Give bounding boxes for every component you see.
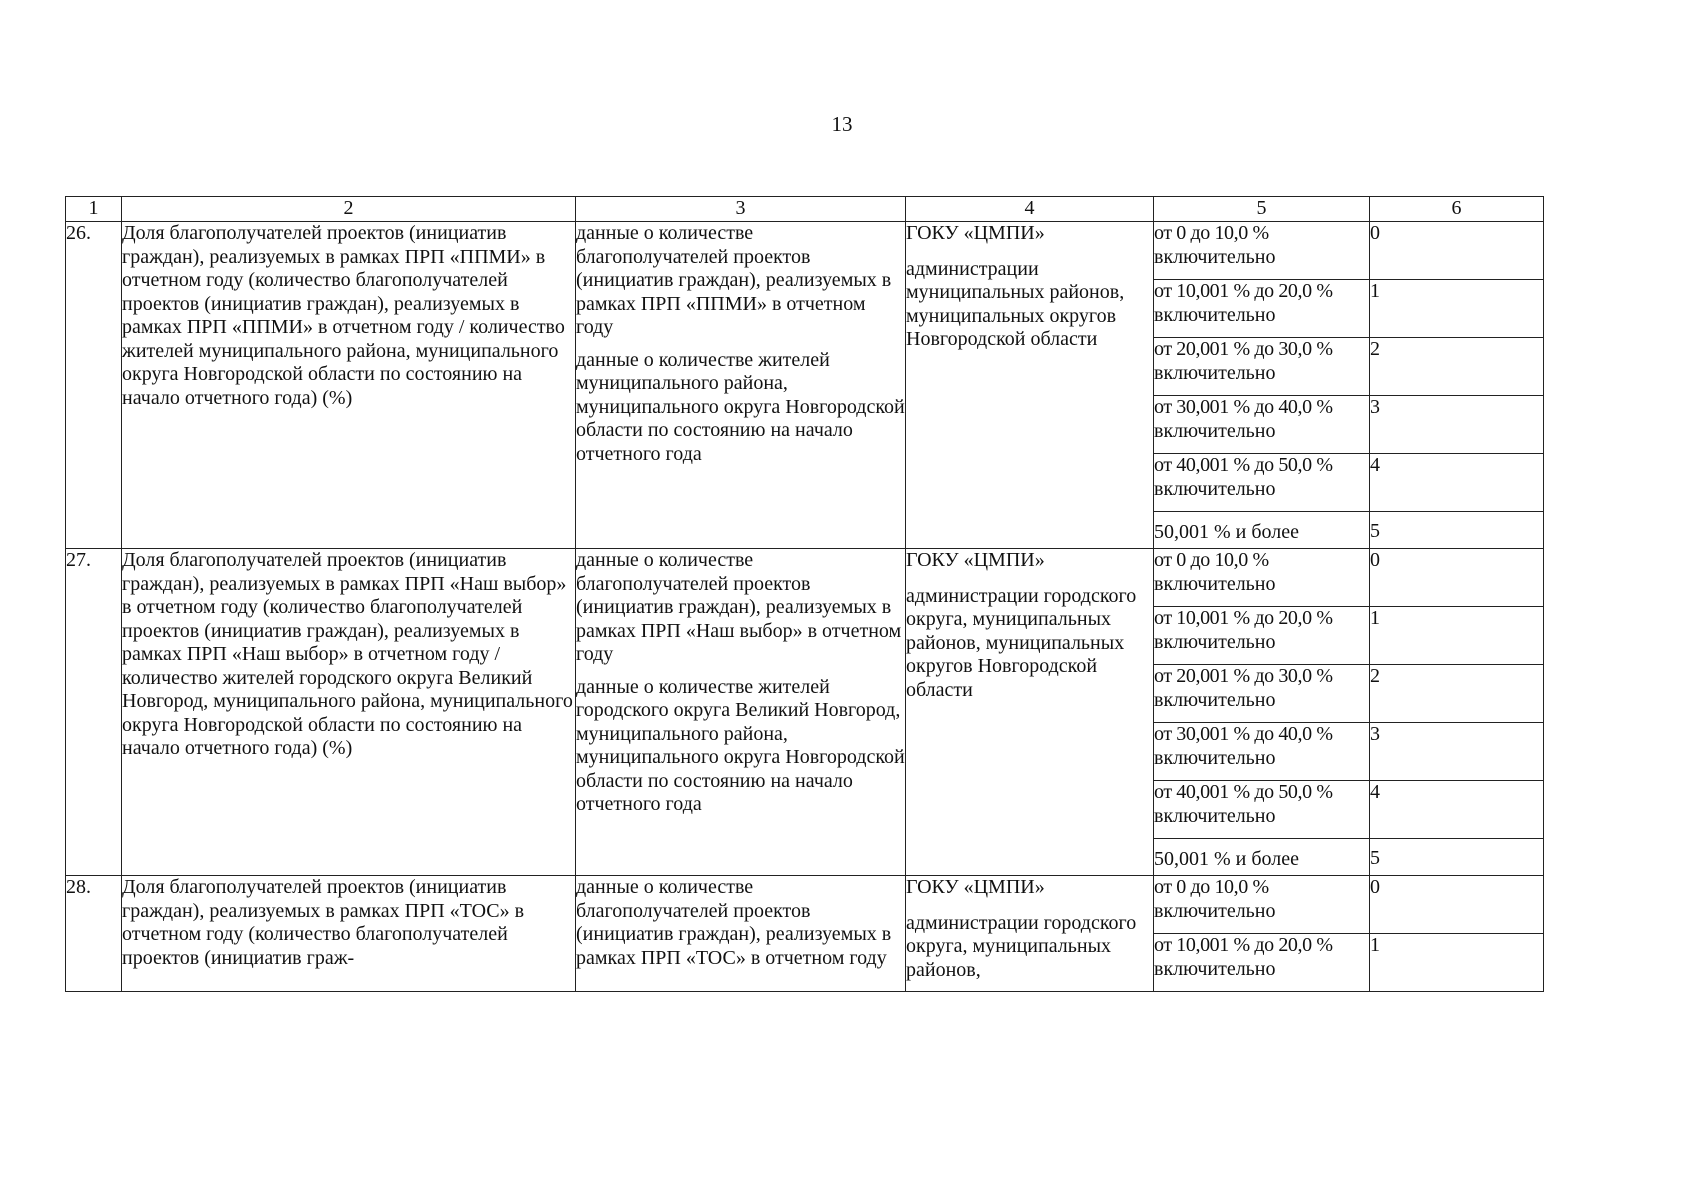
range-cell: от 40,001 % до 50,0 % включительно <box>1154 454 1370 512</box>
column-header: 1 <box>66 197 122 222</box>
points-cell: 3 <box>1370 396 1544 454</box>
row-number: 26. <box>66 222 122 549</box>
range-cell: от 30,001 % до 40,0 % включительно <box>1154 723 1370 781</box>
table-row <box>66 549 1544 607</box>
table-header-row <box>66 197 1544 222</box>
responsible-cell <box>906 876 1154 992</box>
points-cell: 1 <box>1370 280 1544 338</box>
responsible-cell <box>906 549 1154 876</box>
source-text: данные о количестве благополучателей проектов (инициатив граждан), реализуемых в рамках ПРП «ТОС» в отчетном году <box>576 876 892 969</box>
column-header: 2 <box>122 197 576 222</box>
range-cell: от 0 до 10,0 % включительно <box>1154 876 1370 934</box>
range-cell: от 0 до 10,0 % включительно <box>1154 549 1370 607</box>
range-cell: от 10,001 % до 20,0 % включительно <box>1154 280 1370 338</box>
range-cell: 50,001 % и более <box>1154 839 1370 876</box>
responsible-admin: администрации городского округа, муниципальных районов, муниципальных округов Новгородской области <box>906 584 1137 701</box>
column-header: 3 <box>576 197 906 222</box>
indicator-cell: Доля благополучателей проектов (инициатив граждан), реализуемых в рамках ПРП «Наш выбор» в отчетном году (количество благополучателей проектов (инициатив граждан), реализуемых в рамках ПРП «Наш выбор» в отчетном году / количество жителей городского округа Великий Новгород, муниципального района, муниципального округа Новгородской области по состоянию на начало отчетного года) (%) <box>122 549 576 876</box>
row-number: 27. <box>66 549 122 876</box>
points-cell: 0 <box>1370 876 1544 934</box>
points-cell: 4 <box>1370 454 1544 512</box>
points-cell: 5 <box>1370 839 1544 876</box>
points-cell: 0 <box>1370 222 1544 280</box>
points-cell: 4 <box>1370 781 1544 839</box>
page-number: 13 <box>831 112 853 136</box>
source-cell <box>576 222 906 549</box>
points-cell: 0 <box>1370 549 1544 607</box>
source-text: данные о количестве благополучателей проектов (инициатив граждан), реализуемых в рамках ПРП «ППМИ» в отчетном году <box>576 222 892 338</box>
range-cell: 50,001 % и более <box>1154 512 1370 549</box>
indicator-cell: Доля благополучателей проектов (инициатив граждан), реализуемых в рамках ПРП «ППМИ» в отчетном году (количество благополучателей проектов (инициатив граждан), реализуемых в рамках ПРП «ППМИ» в отчетном году / количество жителей муниципального района, муниципального округа Новгородской области по состоянию на начало отчетного года) (%) <box>122 222 576 549</box>
responsible-org: ГОКУ «ЦМПИ» <box>906 876 1045 898</box>
range-cell: от 10,001 % до 20,0 % включительно <box>1154 934 1370 992</box>
row-number: 28. <box>66 876 122 992</box>
source-cell <box>576 549 906 876</box>
range-cell: от 0 до 10,0 % включительно <box>1154 222 1370 280</box>
responsible-admin: администрации городского округа, муниципальных районов, <box>906 911 1137 981</box>
table-row <box>66 222 1544 280</box>
responsible-admin: администрации муниципальных районов, муниципальных округов Новгородской области <box>906 257 1125 350</box>
source-text: данные о количестве жителей муниципального района, муниципального округа Новгородской области по состоянию на начало отчетного года <box>576 348 905 465</box>
indicators-table <box>65 196 1544 992</box>
points-cell: 3 <box>1370 723 1544 781</box>
table-row <box>66 876 1544 934</box>
responsible-org: ГОКУ «ЦМПИ» <box>906 222 1045 244</box>
range-cell: от 20,001 % до 30,0 % включительно <box>1154 338 1370 396</box>
range-cell: от 10,001 % до 20,0 % включительно <box>1154 607 1370 665</box>
source-text: данные о количестве жителей городского округа Великий Новгород, муниципального района, муниципального округа Новгородской области по состоянию на начало отчетного года <box>576 675 905 815</box>
column-header: 6 <box>1370 197 1544 222</box>
range-cell: от 40,001 % до 50,0 % включительно <box>1154 781 1370 839</box>
range-cell: от 20,001 % до 30,0 % включительно <box>1154 665 1370 723</box>
column-header: 5 <box>1154 197 1370 222</box>
source-text: данные о количестве благополучателей проектов (инициатив граждан), реализуемых в рамках ПРП «Наш выбор» в отчетном году <box>576 549 902 665</box>
responsible-cell <box>906 222 1154 549</box>
points-cell: 1 <box>1370 607 1544 665</box>
indicator-cell: Доля благополучателей проектов (инициатив граждан), реализуемых в рамках ПРП «ТОС» в отчетном году (количество благополучателей проектов (инициатив граж- <box>122 876 576 992</box>
points-cell: 2 <box>1370 338 1544 396</box>
points-cell: 5 <box>1370 512 1544 549</box>
source-cell <box>576 876 906 992</box>
column-header: 4 <box>906 197 1154 222</box>
responsible-org: ГОКУ «ЦМПИ» <box>906 549 1045 571</box>
points-cell: 1 <box>1370 934 1544 992</box>
points-cell: 2 <box>1370 665 1544 723</box>
range-cell: от 30,001 % до 40,0 % включительно <box>1154 396 1370 454</box>
